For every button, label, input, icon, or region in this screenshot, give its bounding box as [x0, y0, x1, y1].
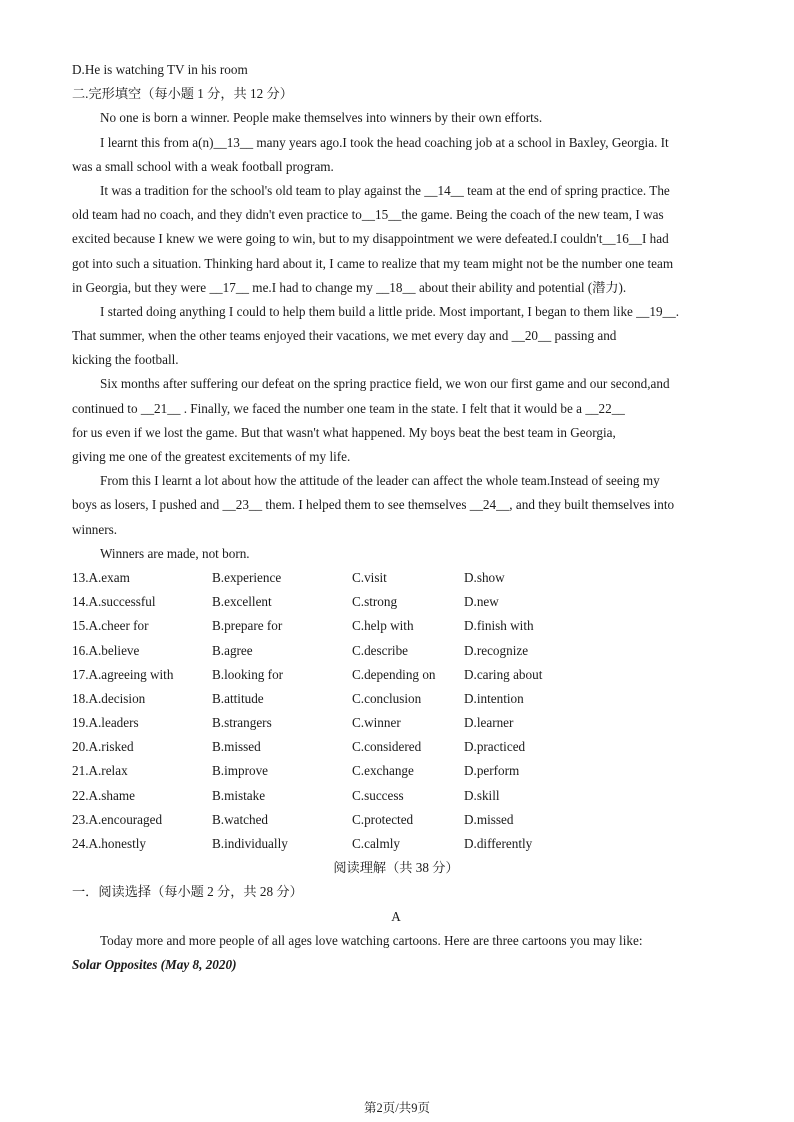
option: C.exchange: [352, 763, 414, 779]
passage-line: was a small school with a weak football program.: [72, 158, 334, 174]
question-option-d: D.He is watching TV in his room: [72, 62, 248, 77]
passage-line: No one is born a winner. People make themselves into winners by their own efforts.: [100, 110, 543, 126]
option: B.mistake: [212, 787, 266, 803]
option: D.caring about: [464, 666, 543, 682]
option: 16.A.believe: [72, 642, 140, 658]
passage-line: Six months after suffering our defeat on the spring practice field, we won our first game and our second,and: [100, 376, 670, 392]
option: D.recognize: [464, 642, 529, 658]
passage-line: in Georgia, but they were __17__ me.I had to change my __18__ about their ability and potential (潜力).: [72, 279, 627, 295]
option: D.finish with: [464, 618, 534, 634]
option: C.conclusion: [352, 690, 422, 706]
option: B.experience: [212, 569, 282, 585]
option: D.skill: [464, 787, 500, 803]
passage-line: for us even if we lost the game. But that wasn't what happened. My boys beat the best team in Georgia,: [72, 424, 616, 440]
option: D.show: [464, 569, 505, 585]
option: 13.A.exam: [72, 569, 130, 585]
passage-line: got into such a situation. Thinking hard about it, I came to realize that my team might not be the number one team: [72, 255, 674, 271]
option: D.differently: [464, 836, 533, 851]
passage-line: I learnt this from a(n)__13__ many years ago.I took the head coaching job at a school in Baxley, Georgia. It: [100, 134, 669, 150]
option-row-20: [72, 735, 720, 759]
passage-line: giving me one of the greatest excitements of my life.: [72, 449, 351, 464]
option: 24.A.honestly: [72, 836, 146, 851]
option: 23.A.encouraged: [72, 811, 163, 827]
section-heading-cloze: 二.完形填空（每小题 1 分，共 12 分）: [72, 86, 293, 102]
passage-line: From this I learnt a lot about how the attitude of the leader can affect the whole team.Instead of seeing my: [100, 473, 660, 489]
option: D.intention: [464, 690, 524, 706]
option-row-15: [72, 614, 720, 638]
option: B.improve: [212, 763, 269, 779]
option: B.individually: [212, 836, 288, 851]
option-row-23: [72, 808, 720, 832]
cartoon-title: Solar Opposites (May 8, 2020): [72, 956, 237, 972]
page-content: [72, 58, 720, 977]
option: D.perform: [464, 763, 520, 779]
answer-options: [72, 566, 720, 856]
option: 22.A.shame: [72, 787, 135, 803]
option: B.looking for: [212, 666, 284, 682]
option-row-13: [72, 566, 720, 590]
option: B.excellent: [212, 594, 272, 610]
option: C.calmly: [352, 836, 400, 851]
passage-line: old team had no coach, and they didn't even practice to__15__the game. Being the coach of the new team, I was: [72, 207, 664, 223]
option: D.practiced: [464, 739, 526, 755]
option: C.describe: [352, 642, 409, 658]
option: 18.A.decision: [72, 690, 146, 706]
option-row-24: [72, 832, 720, 856]
option: 15.A.cheer for: [72, 618, 149, 634]
option: 14.A.successful: [72, 594, 156, 610]
passage-line: excited because I knew we were going to win, but to my disappointment we were defeated.I couldn't__16__I had: [72, 231, 669, 247]
passage-line: kicking the football.: [72, 352, 179, 368]
option: D.learner: [464, 715, 514, 731]
option: C.help with: [352, 618, 414, 634]
option: C.strong: [352, 594, 398, 610]
option: C.protected: [352, 811, 414, 827]
option: D.missed: [464, 811, 514, 827]
reading-intro: Today more and more people of all ages love watching cartoons. Here are three cartoons you may like:: [100, 932, 643, 948]
option-row-21: [72, 759, 720, 783]
option-row-22: [72, 784, 720, 808]
page-number: 第2页/共9页: [364, 1101, 430, 1115]
option: 17.A.agreeing with: [72, 666, 174, 682]
option: C.considered: [352, 739, 422, 755]
option-row-14: [72, 590, 720, 614]
option: B.strangers: [212, 715, 272, 731]
option: C.success: [352, 787, 404, 803]
part-label: A: [391, 908, 401, 924]
reading-section-heading: 阅读理解（共 38 分）: [333, 860, 459, 876]
option: C.depending on: [352, 666, 436, 682]
option: B.attitude: [212, 690, 264, 706]
option: B.prepare for: [212, 618, 283, 634]
passage-line: winners.: [72, 521, 118, 537]
reading-subsection-heading: 一．阅读选择（每小题 2 分，共 28 分）: [72, 884, 303, 900]
option: C.winner: [352, 715, 401, 731]
option: B.agree: [212, 642, 253, 658]
passage-line: I started doing anything I could to help them build a little pride. Most important, I began to them like __19__.: [100, 303, 680, 319]
option: D.new: [464, 594, 499, 610]
option-row-19: [72, 711, 720, 735]
option: B.watched: [212, 811, 269, 827]
option: 21.A.relax: [72, 763, 128, 779]
cloze-passage: [72, 106, 720, 566]
passage-line: continued to __21__ . Finally, we faced the number one team in the state. I felt that it would be a __22__: [72, 400, 625, 416]
option-row-18: [72, 687, 720, 711]
passage-line: Winners are made, not born.: [100, 545, 250, 561]
passage-line: That summer, when the other teams enjoyed their vacations, we met every day and __20__ passing and: [72, 328, 617, 344]
option: 20.A.risked: [72, 739, 134, 755]
option: 19.A.leaders: [72, 715, 139, 731]
option-row-17: [72, 663, 720, 687]
option-row-16: [72, 639, 720, 663]
option: C.visit: [352, 569, 387, 585]
option: B.missed: [212, 739, 261, 755]
passage-line: boys as losers, I pushed and __23__ them. I helped them to see themselves __24__, and they built themselves into: [72, 497, 675, 513]
passage-line: It was a tradition for the school's old team to play against the __14__ team at the end of spring practice. The: [100, 182, 670, 198]
